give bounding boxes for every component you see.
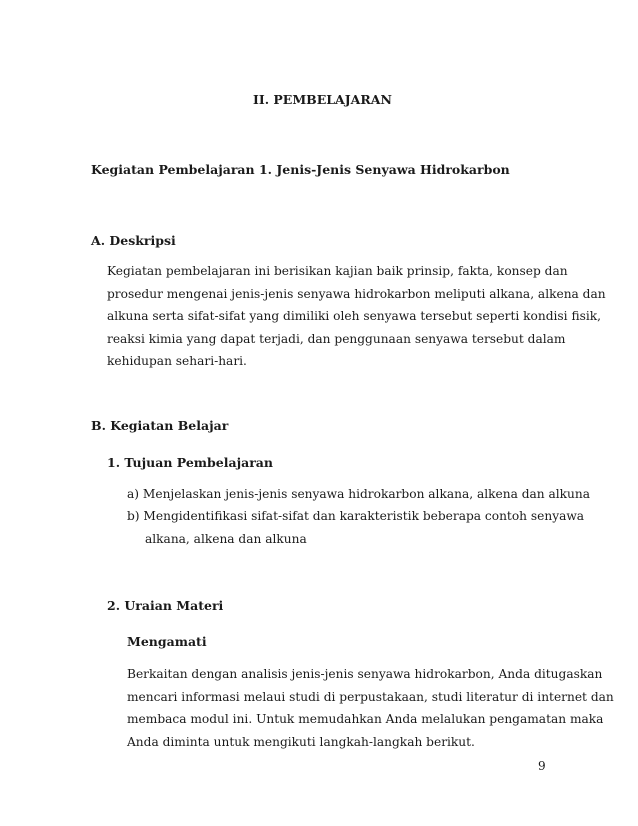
sub2-paragraph xyxy=(127,663,614,753)
para-line: Kegiatan pembelajaran ini berisikan kajian baik prinsip, fakta, konsep dan xyxy=(107,264,568,278)
objective-a: a) Menjelaskan jenis-jenis senyawa hidrokarbon alkana, alkena dan alkuna xyxy=(127,487,591,501)
section-a-paragraph xyxy=(107,260,606,373)
chapter-title: II. PEMBELAJARAN xyxy=(253,92,392,107)
sub1-heading: 1. Tujuan Pembelajaran xyxy=(107,455,273,470)
para-line: mencari informasi melaui studi di perpustakaan, studi literatur di internet dan xyxy=(127,689,614,704)
sub2-subheading: Mengamati xyxy=(127,634,207,649)
para-line: reaksi kimia yang dapat terjadi, dan penggunaan senyawa tersebut dalam xyxy=(107,331,566,346)
objective-b-line: alkana, alkena dan alkuna xyxy=(145,531,307,546)
objective-b-line: b) Mengidentifikasi sifat-sifat dan karakteristik beberapa contoh senyawa xyxy=(127,509,585,523)
page-number: 9 xyxy=(538,759,546,773)
para-line: kehidupan sehari-hari. xyxy=(107,354,247,368)
para-line: alkuna serta sifat-sifat yang dimiliki oleh senyawa tersebut seperti kondisi fisik, xyxy=(107,309,601,323)
para-line: Berkaitan dengan analisis jenis-jenis senyawa hidrokarbon, Anda ditugaskan xyxy=(127,667,603,681)
para-line: prosedur mengenai jenis-jenis senyawa hidrokarbon meliputi alkana, alkena dan xyxy=(107,286,606,301)
section-a-heading: A. Deskripsi xyxy=(91,233,176,248)
section-title: Kegiatan Pembelajaran 1. Jenis-Jenis Senyawa Hidrokarbon xyxy=(91,162,510,177)
objective-b xyxy=(127,505,585,550)
para-line: membaca modul ini. Untuk memudahkan Anda melalukan pengamatan maka xyxy=(127,712,604,726)
section-b-heading: B. Kegiatan Belajar xyxy=(91,418,229,433)
para-line: Anda diminta untuk mengikuti langkah-langkah berikut. xyxy=(127,734,475,749)
sub2-heading: 2. Uraian Materi xyxy=(107,598,224,613)
